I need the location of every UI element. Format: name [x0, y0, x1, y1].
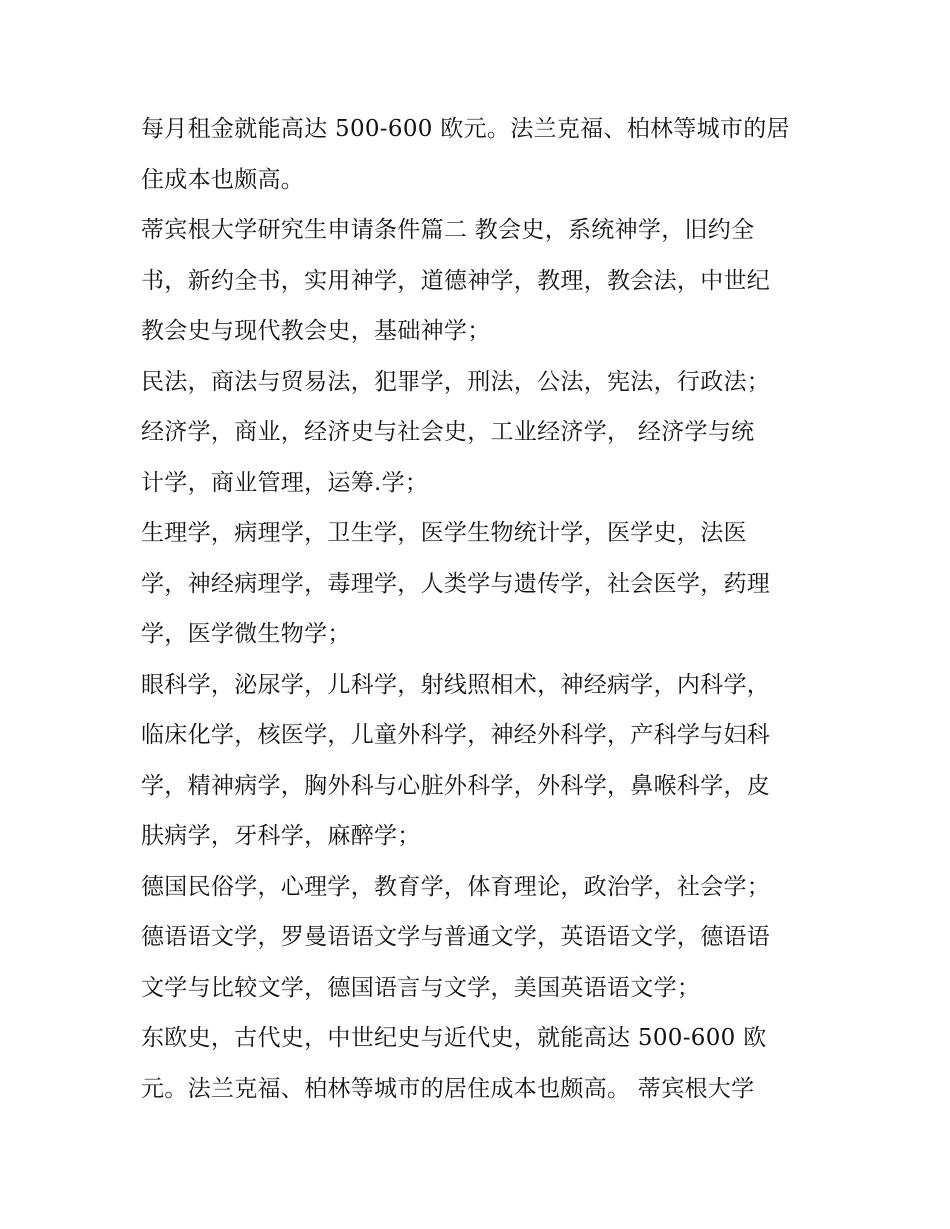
- text-line: 住成本也颇高。: [141, 166, 305, 193]
- text-line: 计学，商业管理，运筹.学；: [141, 469, 429, 496]
- paragraph-social-sciences: [141, 862, 813, 913]
- text-line: 蒂宾根大学研究生申请条件篇二 教会史，系统神学，旧约全: [141, 217, 755, 243]
- text-line: 学，神经病理学，毒理学，人类学与遗传学，社会医学，药理: [141, 570, 771, 597]
- paragraph-law: [141, 357, 813, 408]
- text-line: 民法，商法与贸易法，犯罪学，刑法，公法，宪法，行政法；: [141, 368, 771, 395]
- text-line: 每月租金就能高达 500-600 欧元。法兰克福、柏林等城市的居: [141, 116, 790, 142]
- text-line: 东欧史，古代史，中世纪史与近代史，就能高达 500-600 欧: [141, 1025, 767, 1051]
- paragraph-theology: [141, 205, 813, 357]
- paragraph-economics: [141, 407, 813, 508]
- text-line: 学，医学微生物学；: [141, 621, 351, 647]
- text-line: 元。法兰克福、柏林等城市的居住成本也颇高。 蒂宾根大学: [141, 1075, 755, 1102]
- document-body: [141, 104, 813, 1114]
- text-line: 生理学，病理学，卫生学，医学生物统计学，医学史，法医: [141, 520, 747, 546]
- paragraph-rent: [141, 104, 813, 205]
- text-line: 学，精神病学，胸外科与心脏外科学，外科学，鼻喉科学，皮: [141, 772, 771, 799]
- text-line: 教会史与现代教会史，基础神学；: [141, 318, 491, 344]
- paragraph-clinical: [141, 660, 813, 862]
- text-line: 德语语文学，罗曼语语文学与普通文学，英语语文学，德语语: [141, 924, 771, 950]
- paragraph-philology: [141, 912, 813, 1013]
- text-line: 肤病学，牙科学，麻醉学；: [141, 823, 421, 849]
- text-line: 临床化学，核医学，儿童外科学，神经外科学，产科学与妇科: [141, 722, 771, 748]
- text-line: 眼科学，泌尿学，儿科学，射线照相术，神经病学，内科学，: [141, 671, 771, 698]
- text-line: 文学与比较文学，德国语言与文学，美国英语语文学；: [141, 974, 701, 1001]
- text-line: 经济学，商业，经济史与社会史，工业经济学， 经济学与统: [141, 419, 755, 445]
- paragraph-history: [141, 1013, 813, 1114]
- text-line: 书，新约全书，实用神学，道德神学，教理，教会法，中世纪: [141, 267, 771, 294]
- text-line: 德国民俗学，心理学，教育学，体育理论，政治学，社会学；: [141, 873, 771, 900]
- paragraph-medical-theory: [141, 508, 813, 660]
